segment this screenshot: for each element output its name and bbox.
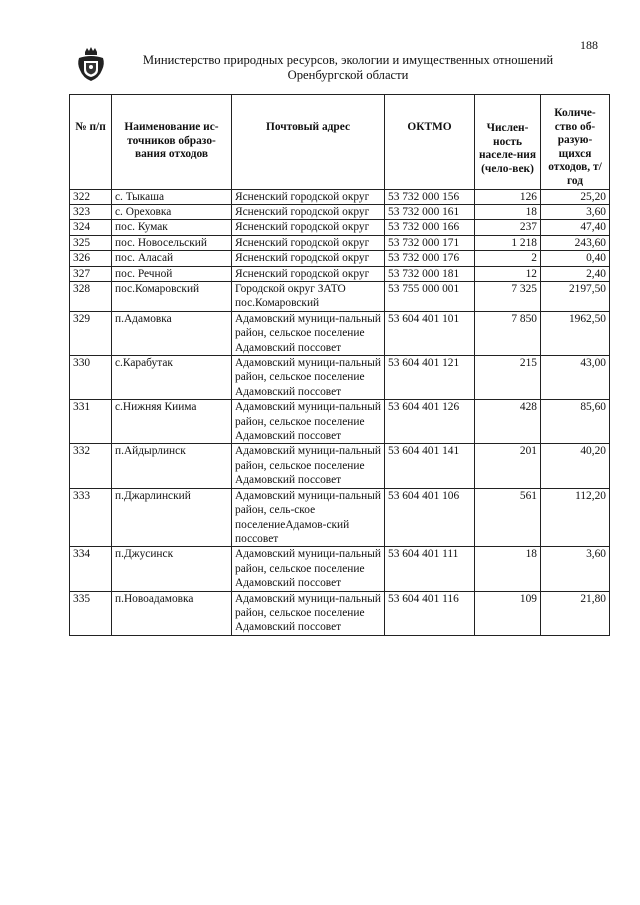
oktmo-code: 53 732 000 181 — [385, 266, 475, 281]
postal-address: Адамовский муници-пальный район, сельское поселение Адамовский поссовет — [232, 356, 385, 400]
row-number: 329 — [70, 311, 112, 355]
source-name: с.Карабутак — [112, 356, 232, 400]
table-row — [70, 488, 610, 547]
column-header-population: Числен-ность населе-ния (чело-век) — [475, 95, 541, 190]
source-name: с.Нижняя Киима — [112, 400, 232, 444]
table-row — [70, 311, 610, 355]
oktmo-code: 53 732 000 171 — [385, 235, 475, 250]
waste-amount: 243,60 — [541, 235, 610, 250]
column-header-num: № п/п — [70, 95, 112, 190]
population: 1 218 — [475, 235, 541, 250]
population: 2 — [475, 251, 541, 266]
column-header-source: Наименование ис-точников образо-вания отходов — [112, 95, 232, 190]
waste-amount: 85,60 — [541, 400, 610, 444]
oktmo-code: 53 732 000 156 — [385, 189, 475, 204]
postal-address: Адамовский муници-пальный район, сельское поселение Адамовский поссовет — [232, 591, 385, 635]
population: 18 — [475, 547, 541, 591]
waste-amount: 40,20 — [541, 444, 610, 488]
postal-address: Ясненский городской округ — [232, 189, 385, 204]
oktmo-code: 53 604 401 116 — [385, 591, 475, 635]
table-header-row — [70, 95, 610, 190]
table-row — [70, 282, 610, 312]
population: 201 — [475, 444, 541, 488]
postal-address: Ясненский городской округ — [232, 251, 385, 266]
oktmo-code: 53 604 401 106 — [385, 488, 475, 547]
source-name: с. Ореховка — [112, 204, 232, 219]
waste-amount: 25,20 — [541, 189, 610, 204]
source-name: пос.Комаровский — [112, 282, 232, 312]
row-number: 331 — [70, 400, 112, 444]
source-name: п.Айдырлинск — [112, 444, 232, 488]
oktmo-code: 53 732 000 176 — [385, 251, 475, 266]
table-row — [70, 220, 610, 235]
row-number: 332 — [70, 444, 112, 488]
waste-amount: 43,00 — [541, 356, 610, 400]
source-name: п.Джусинск — [112, 547, 232, 591]
waste-amount: 3,60 — [541, 547, 610, 591]
population: 428 — [475, 400, 541, 444]
table-row — [70, 235, 610, 250]
page-number: 188 — [580, 38, 598, 52]
row-number: 334 — [70, 547, 112, 591]
population: 7 325 — [475, 282, 541, 312]
row-number: 325 — [70, 235, 112, 250]
postal-address: Адамовский муници-пальный район, сельское поселение Адамовский поссовет — [232, 400, 385, 444]
waste-amount: 0,40 — [541, 251, 610, 266]
column-header-address: Почтовый адрес — [232, 95, 385, 190]
source-name: пос. Кумак — [112, 220, 232, 235]
row-number: 324 — [70, 220, 112, 235]
oktmo-code: 53 732 000 161 — [385, 204, 475, 219]
table-row — [70, 189, 610, 204]
column-header-oktmo: ОКТМО — [385, 95, 475, 190]
postal-address: Ясненский городской округ — [232, 220, 385, 235]
oktmo-code: 53 755 000 001 — [385, 282, 475, 312]
population: 18 — [475, 204, 541, 219]
table-row — [70, 591, 610, 635]
row-number: 326 — [70, 251, 112, 266]
oblast-name: Оренбургской области — [287, 68, 409, 82]
population: 215 — [475, 356, 541, 400]
table-row — [70, 547, 610, 591]
ministry-header — [128, 53, 568, 83]
row-number: 327 — [70, 266, 112, 281]
population: 12 — [475, 266, 541, 281]
row-number: 335 — [70, 591, 112, 635]
postal-address: Ясненский городской округ — [232, 266, 385, 281]
source-name: пос. Речной — [112, 266, 232, 281]
source-name: пос. Аласай — [112, 251, 232, 266]
waste-amount: 2197,50 — [541, 282, 610, 312]
table-row — [70, 400, 610, 444]
population: 237 — [475, 220, 541, 235]
postal-address: Городской округ ЗАТО пос.Комаровский — [232, 282, 385, 312]
oktmo-code: 53 604 401 126 — [385, 400, 475, 444]
population: 561 — [475, 488, 541, 547]
table-row — [70, 444, 610, 488]
waste-sources-table — [69, 94, 610, 636]
population: 109 — [475, 591, 541, 635]
population: 7 850 — [475, 311, 541, 355]
postal-address: Ясненский городской округ — [232, 235, 385, 250]
postal-address: Адамовский муници-пальный район, сель-ское поселениеАдамов-ский поссовет — [232, 488, 385, 547]
table-row — [70, 356, 610, 400]
waste-amount: 2,40 — [541, 266, 610, 281]
oktmo-code: 53 604 401 111 — [385, 547, 475, 591]
waste-amount: 1962,50 — [541, 311, 610, 355]
row-number: 328 — [70, 282, 112, 312]
oktmo-code: 53 604 401 101 — [385, 311, 475, 355]
row-number: 323 — [70, 204, 112, 219]
waste-amount: 47,40 — [541, 220, 610, 235]
postal-address: Адамовский муници-пальный район, сельское поселение Адамовский поссовет — [232, 547, 385, 591]
row-number: 322 — [70, 189, 112, 204]
source-name: с. Тыкаша — [112, 189, 232, 204]
row-number: 333 — [70, 488, 112, 547]
postal-address: Ясненский городской округ — [232, 204, 385, 219]
source-name: пос. Новосельский — [112, 235, 232, 250]
source-name: п.Новоадамовка — [112, 591, 232, 635]
postal-address: Адамовский муници-пальный район, сельское поселение Адамовский поссовет — [232, 311, 385, 355]
table-row — [70, 251, 610, 266]
oktmo-code: 53 732 000 166 — [385, 220, 475, 235]
waste-amount: 112,20 — [541, 488, 610, 547]
column-header-amount: Количе-ство об-разую-щихся отходов, т/год — [541, 95, 610, 190]
table-row — [70, 204, 610, 219]
waste-amount: 21,80 — [541, 591, 610, 635]
oblast-coat-of-arms-icon — [77, 46, 105, 82]
ministry-name: Министерство природных ресурсов, экологии и имущественных отношений — [142, 53, 554, 67]
source-name: п.Джарлинский — [112, 488, 232, 547]
population: 126 — [475, 189, 541, 204]
table-row — [70, 266, 610, 281]
oktmo-code: 53 604 401 141 — [385, 444, 475, 488]
waste-amount: 3,60 — [541, 204, 610, 219]
oktmo-code: 53 604 401 121 — [385, 356, 475, 400]
source-name: п.Адамовка — [112, 311, 232, 355]
postal-address: Адамовский муници-пальный район, сельское поселение Адамовский поссовет — [232, 444, 385, 488]
row-number: 330 — [70, 356, 112, 400]
